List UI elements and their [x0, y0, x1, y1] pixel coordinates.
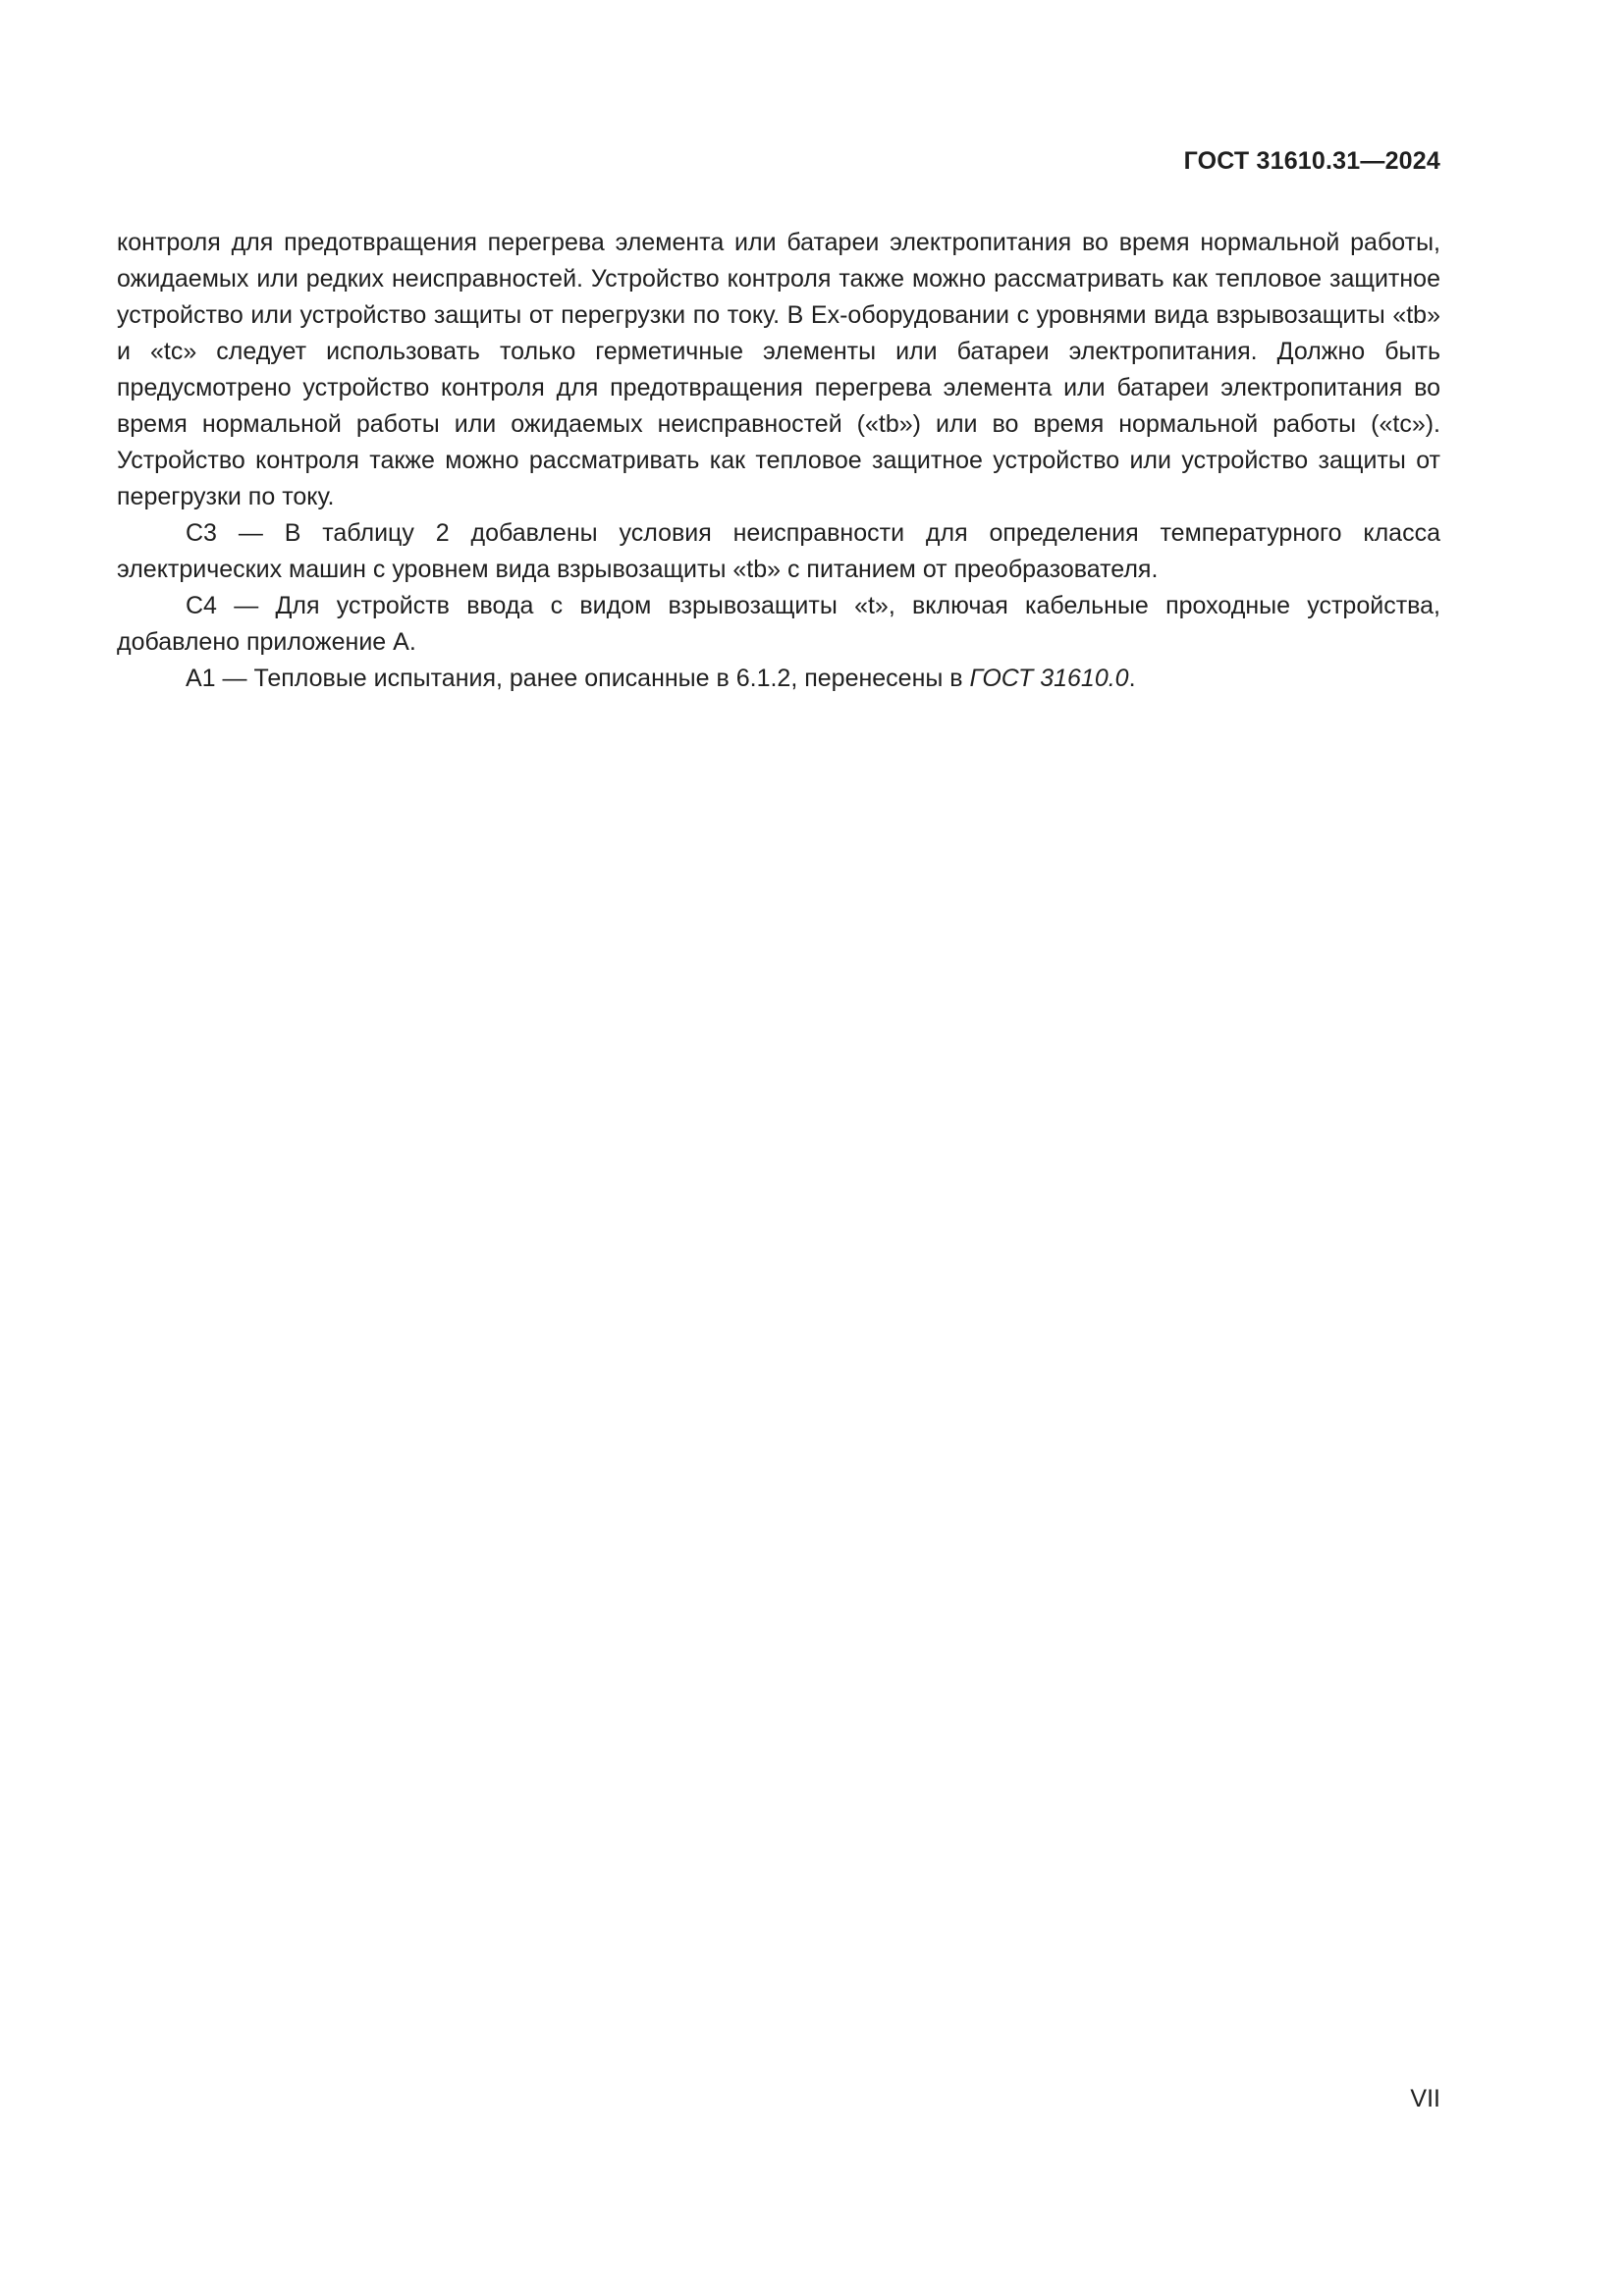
paragraph-a1-text: А1 — Тепловые испытания, ранее описанные в 6.1.2, перенесены в [186, 665, 970, 692]
document-code-header: ГОСТ 31610.31—2024 [1183, 147, 1440, 175]
paragraph-c4: С4 — Для устройств ввода с видом взрывозащиты «t», включая кабельные проходные устройства, добавлено приложение А. [117, 592, 1440, 656]
paragraph-a1 [117, 661, 1440, 697]
paragraph-c3: С3 — В таблицу 2 добавлены условия неисправности для определения температурного класса электрических машин с уровнем вида взрывозащиты «tb» с питанием от преобразователя. [117, 519, 1440, 583]
page-number: VII [1410, 2085, 1440, 2112]
paragraph-continuation: контроля для предотвращения перегрева элемента или батареи электропитания во время нормальной работы, ожидаемых или редких неисправностей. Устройство контроля также можно рассматривать как тепловое защитное устройство или устройство защиты от перегрузки по току. В Ex-оборудовании с уровнями вида взрывозащиты «tb» и «tc» следует использовать только герметичные элементы или батареи электропитания. Должно быть предусмотрено устройство контроля для предотвращения перегрева элемента или батареи электропитания во время нормальной работы или ожидаемых неисправностей («tb») или во время нормальной работы («tc»). Устройство контроля также можно рассматривать как тепловое защитное устройство или устройство защиты от перегрузки по току. [117, 229, 1440, 510]
paragraph-a1-end: . [1128, 665, 1136, 692]
document-body [117, 225, 1440, 697]
standard-reference: ГОСТ 31610.0 [969, 665, 1129, 692]
